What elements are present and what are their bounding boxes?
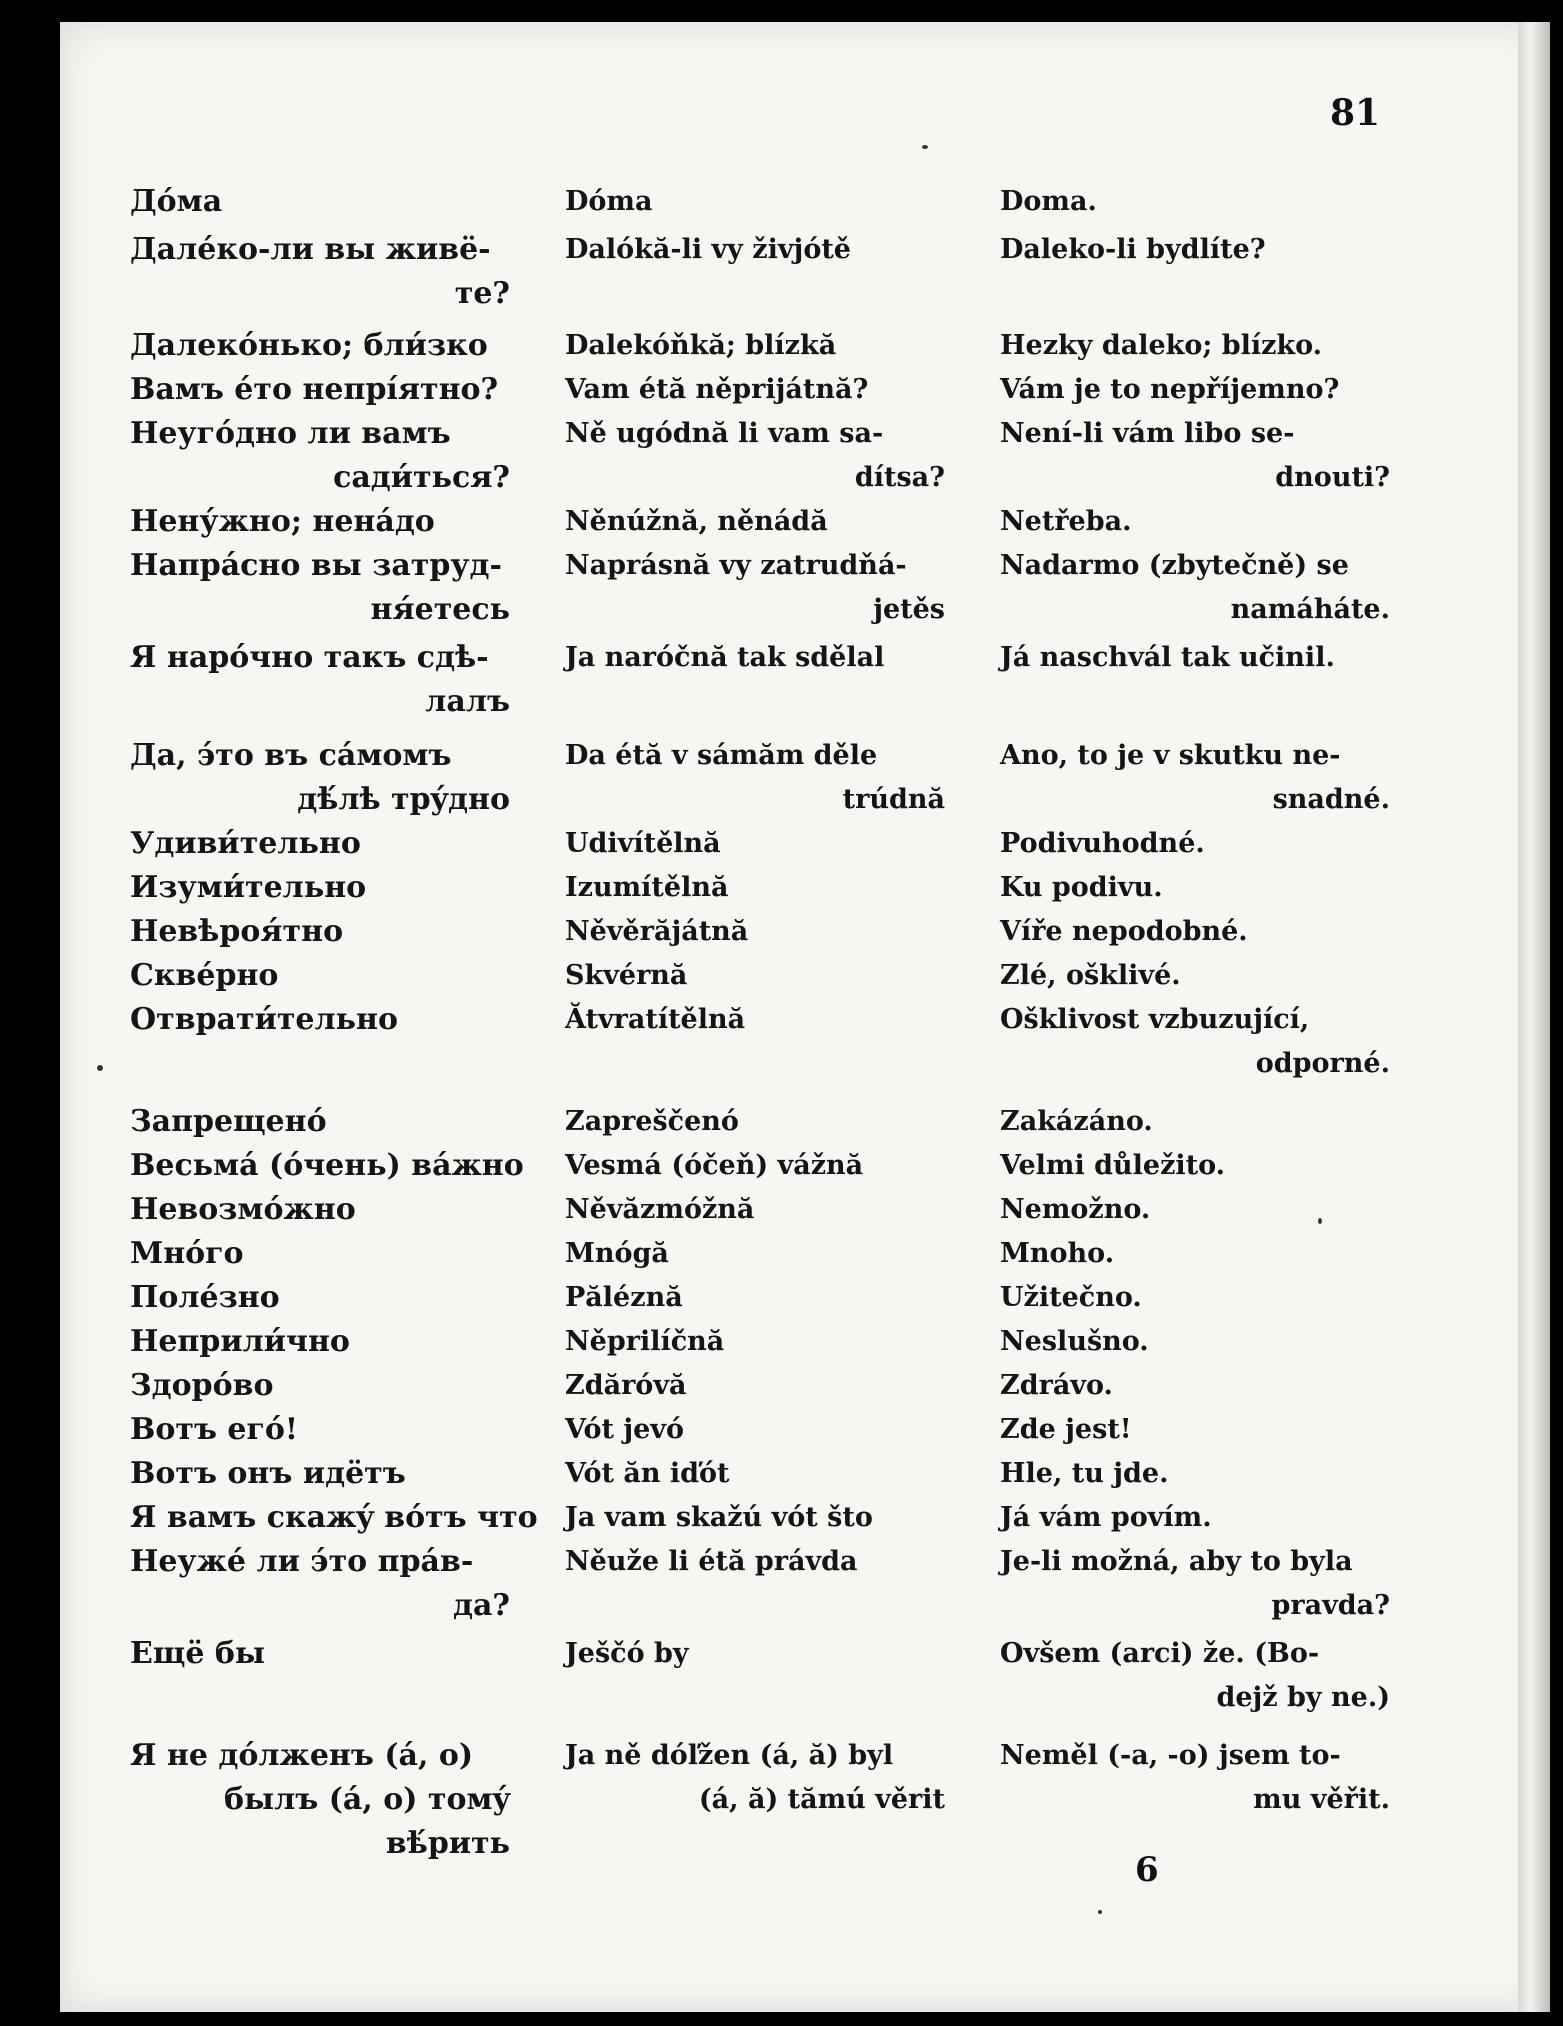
phrase-row bbox=[130, 866, 1390, 910]
russian-phrase bbox=[130, 228, 510, 316]
transliteration bbox=[565, 954, 945, 998]
text-line: ня́етесь bbox=[370, 592, 510, 627]
czech-translation bbox=[1000, 1364, 1390, 1408]
phrase-row bbox=[130, 324, 1390, 368]
czech-translation bbox=[1000, 1100, 1390, 1144]
text-line: Hezky daleko; blízko. bbox=[1000, 330, 1323, 361]
text-line: Мнóго bbox=[130, 1236, 244, 1271]
russian-phrase bbox=[130, 500, 510, 544]
czech-translation bbox=[1000, 1144, 1390, 1188]
text-line: Ja vam skažú vót što bbox=[565, 1502, 873, 1533]
print-speck bbox=[1098, 1910, 1102, 1914]
transliteration bbox=[565, 1734, 945, 1822]
phrase-row bbox=[130, 954, 1390, 998]
czech-translation bbox=[1000, 1452, 1390, 1496]
text-line: mu věřit. bbox=[1253, 1784, 1390, 1815]
text-line: Ещё бы bbox=[130, 1636, 265, 1671]
transliteration bbox=[565, 1364, 945, 1408]
russian-phrase bbox=[130, 1632, 510, 1676]
text-line: Весьмá (óчень) вáжно bbox=[130, 1148, 524, 1183]
text-line: Vót jevó bbox=[565, 1414, 684, 1445]
phrase-row bbox=[130, 1452, 1390, 1496]
transliteration bbox=[565, 324, 945, 368]
text-line: Vót ăn iďót bbox=[565, 1458, 730, 1489]
text-line: лалъ bbox=[425, 684, 510, 719]
czech-translation bbox=[1000, 1276, 1390, 1320]
transliteration bbox=[565, 636, 945, 680]
czech-translation bbox=[1000, 544, 1390, 632]
text-line: Velmi důležito. bbox=[1000, 1150, 1226, 1181]
text-line: былъ (á, о) томý bbox=[224, 1782, 510, 1817]
phrase-row bbox=[130, 228, 1390, 316]
text-line: Дóма bbox=[130, 184, 223, 219]
text-line: Я не дóлженъ (á, о) bbox=[130, 1738, 474, 1773]
text-line: Daleko-li bydlíte? bbox=[1000, 234, 1266, 265]
russian-phrase bbox=[130, 998, 510, 1042]
print-speck bbox=[1318, 1218, 1322, 1224]
text-line: Něvěrăjátnă bbox=[565, 916, 749, 947]
text-line: Я нарóчно такъ сдѣ- bbox=[130, 640, 489, 675]
text-line: Zdrávo. bbox=[1000, 1370, 1113, 1401]
transliteration bbox=[565, 1276, 945, 1320]
phrase-row bbox=[130, 1734, 1390, 1866]
text-line: Ješčó by bbox=[565, 1638, 689, 1669]
phrase-row bbox=[130, 1364, 1390, 1408]
transliteration bbox=[565, 1452, 945, 1496]
russian-phrase bbox=[130, 1276, 510, 1320]
phrase-table bbox=[130, 180, 1390, 1866]
text-line: Ovšem (arci) že. (Bo- bbox=[1000, 1638, 1320, 1669]
transliteration bbox=[565, 1232, 945, 1276]
russian-phrase bbox=[130, 1408, 510, 1452]
text-line: Да, э́то въ сáмомъ bbox=[130, 738, 452, 773]
text-line: Ătvratítělnă bbox=[565, 1004, 746, 1035]
russian-phrase bbox=[130, 910, 510, 954]
text-line: jetěs bbox=[873, 594, 945, 625]
transliteration bbox=[565, 368, 945, 412]
text-line: Неприли́чно bbox=[130, 1324, 350, 1359]
transliteration bbox=[565, 1188, 945, 1232]
czech-translation bbox=[1000, 1496, 1390, 1540]
russian-phrase bbox=[130, 1320, 510, 1364]
text-line: Vam étă něprijátnă? bbox=[565, 374, 869, 405]
text-line: сади́ться? bbox=[333, 460, 510, 495]
russian-phrase bbox=[130, 1144, 524, 1188]
text-line: Neslušno. bbox=[1000, 1326, 1149, 1357]
text-line: Отврати́тельно bbox=[130, 1002, 398, 1037]
text-line: Nemožno. bbox=[1000, 1194, 1151, 1225]
text-line: Неугóдно ли вамъ bbox=[130, 416, 451, 451]
czech-translation bbox=[1000, 1232, 1390, 1276]
text-line: да? bbox=[452, 1588, 510, 1623]
transliteration bbox=[565, 544, 945, 632]
text-line: Я вамъ скажý вóтъ что bbox=[130, 1500, 538, 1535]
page-edge bbox=[1518, 22, 1550, 2012]
text-line: Vám je to nepříjemno? bbox=[1000, 374, 1340, 405]
phrase-row bbox=[130, 1276, 1390, 1320]
phrase-row bbox=[130, 412, 1390, 500]
text-line: Užitečno. bbox=[1000, 1282, 1142, 1313]
text-line: Něnúžnă, něnádă bbox=[565, 506, 828, 537]
text-line: Невѣроя́тно bbox=[130, 914, 344, 949]
russian-phrase bbox=[130, 1540, 510, 1628]
text-line: odporné. bbox=[1255, 1048, 1390, 1079]
text-line: Naprásnă vy zatrudňá- bbox=[565, 550, 907, 581]
text-line: Zakázáno. bbox=[1000, 1106, 1153, 1137]
transliteration bbox=[565, 1496, 945, 1540]
text-line: Păléznă bbox=[565, 1282, 683, 1313]
text-line: Здорóво bbox=[130, 1368, 274, 1403]
transliteration bbox=[565, 1540, 945, 1584]
phrase-row bbox=[130, 910, 1390, 954]
text-line: (á, ă) tămú věrit bbox=[698, 1784, 945, 1815]
czech-translation bbox=[1000, 1408, 1390, 1452]
czech-translation bbox=[1000, 866, 1390, 910]
text-line: Skvérnă bbox=[565, 960, 688, 991]
transliteration bbox=[565, 1144, 945, 1188]
text-line: namáháte. bbox=[1230, 594, 1390, 625]
russian-phrase bbox=[130, 866, 510, 910]
phrase-row bbox=[130, 822, 1390, 866]
czech-translation bbox=[1000, 412, 1390, 500]
text-line: Netřeba. bbox=[1000, 506, 1132, 537]
transliteration bbox=[565, 500, 945, 544]
signature-number: 6 bbox=[1135, 1850, 1159, 1890]
text-line: Запрещенó bbox=[130, 1104, 327, 1139]
czech-translation bbox=[1000, 180, 1390, 224]
text-line: dítsa? bbox=[854, 462, 945, 493]
transliteration bbox=[565, 1408, 945, 1452]
text-line: Izumítělnă bbox=[565, 872, 729, 903]
czech-translation bbox=[1000, 324, 1390, 368]
text-line: Невозмóжно bbox=[130, 1192, 356, 1227]
text-line: Je-li možná, aby to byla bbox=[1000, 1546, 1353, 1577]
text-line: Далéко-ли вы живё- bbox=[130, 232, 491, 267]
text-line: Není-li vám libo se- bbox=[1000, 418, 1295, 449]
print-speck bbox=[922, 145, 928, 149]
czech-translation bbox=[1000, 500, 1390, 544]
text-line: Něprilíčnă bbox=[565, 1326, 725, 1357]
czech-translation bbox=[1000, 1320, 1390, 1364]
text-line: Podivuhodné. bbox=[1000, 828, 1205, 859]
text-line: Dóma bbox=[565, 186, 653, 217]
text-line: Zlé, ošklivé. bbox=[1000, 960, 1181, 991]
transliteration bbox=[565, 998, 945, 1042]
text-line: Изуми́тельно bbox=[130, 870, 367, 905]
text-line: Ně ugódnă li vam sa- bbox=[565, 418, 884, 449]
text-line: Вамъ éто непрі́ятно? bbox=[130, 372, 499, 407]
text-line: Ja ně dóľžen (á, ă) byl bbox=[565, 1740, 894, 1771]
phrase-row bbox=[130, 368, 1390, 412]
transliteration bbox=[565, 180, 945, 224]
text-line: Zde jest! bbox=[1000, 1414, 1132, 1445]
text-line: Da étă v sámăm děle bbox=[565, 740, 878, 771]
text-line: Mnoho. bbox=[1000, 1238, 1115, 1269]
text-line: snadné. bbox=[1272, 784, 1390, 815]
text-line: Nadarmo (zbytečně) se bbox=[1000, 550, 1349, 581]
text-line: Zapreščenó bbox=[565, 1106, 739, 1137]
text-line: Něuže li étă právda bbox=[565, 1546, 858, 1577]
transliteration bbox=[565, 1100, 945, 1144]
text-line: Напрáсно вы затруд- bbox=[130, 548, 502, 583]
russian-phrase bbox=[130, 1232, 510, 1276]
russian-phrase bbox=[130, 636, 510, 724]
text-line: те? bbox=[454, 276, 510, 311]
phrase-row bbox=[130, 544, 1390, 632]
russian-phrase bbox=[130, 180, 510, 224]
text-line: Нену́жно; ненáдо bbox=[130, 504, 435, 539]
russian-phrase bbox=[130, 368, 510, 412]
text-line: dejž by ne.) bbox=[1216, 1682, 1390, 1713]
text-line: Něvăzmóžnă bbox=[565, 1194, 755, 1225]
text-line: Полéзно bbox=[130, 1280, 280, 1315]
russian-phrase bbox=[130, 1734, 510, 1866]
czech-translation bbox=[1000, 1632, 1390, 1720]
transliteration bbox=[565, 228, 945, 272]
russian-phrase bbox=[130, 324, 510, 368]
russian-phrase bbox=[130, 1100, 510, 1144]
phrase-row bbox=[130, 1320, 1390, 1364]
text-line: trúdnă bbox=[842, 784, 945, 815]
text-line: Вотъ егó! bbox=[130, 1412, 299, 1447]
text-line: Udivítělnă bbox=[565, 828, 721, 859]
page-number: 81 bbox=[1330, 92, 1381, 134]
russian-phrase bbox=[130, 412, 510, 500]
text-line: pravda? bbox=[1271, 1590, 1390, 1621]
czech-translation bbox=[1000, 954, 1390, 998]
transliteration bbox=[565, 734, 945, 822]
russian-phrase bbox=[130, 734, 510, 822]
transliteration bbox=[565, 910, 945, 954]
czech-translation bbox=[1000, 910, 1390, 954]
czech-translation bbox=[1000, 1734, 1390, 1822]
text-line: Já vám povím. bbox=[1000, 1502, 1212, 1533]
phrase-row bbox=[130, 636, 1390, 724]
phrase-row bbox=[130, 1408, 1390, 1452]
phrase-row bbox=[130, 1496, 1390, 1540]
czech-translation bbox=[1000, 998, 1390, 1086]
phrase-row bbox=[130, 1188, 1390, 1232]
russian-phrase bbox=[130, 1496, 538, 1540]
phrase-row bbox=[130, 1100, 1390, 1144]
russian-phrase bbox=[130, 822, 510, 866]
text-line: Неужé ли э́то прáв- bbox=[130, 1544, 474, 1579]
phrase-row bbox=[130, 500, 1390, 544]
text-line: Далекóнько; бли́зко bbox=[130, 328, 488, 363]
text-line: Dalókă-li vy živjótě bbox=[565, 234, 851, 265]
text-line: Mnógă bbox=[565, 1238, 669, 1269]
transliteration bbox=[565, 1320, 945, 1364]
text-line: дѣ́лѣ трýдно bbox=[297, 782, 510, 817]
russian-phrase bbox=[130, 954, 510, 998]
text-line: Вотъ онъ идётъ bbox=[130, 1456, 406, 1491]
transliteration bbox=[565, 1632, 945, 1676]
phrase-row bbox=[130, 1632, 1390, 1720]
text-line: Ku podivu. bbox=[1000, 872, 1163, 903]
czech-translation bbox=[1000, 734, 1390, 822]
text-line: Neměl (-a, -o) jsem to- bbox=[1000, 1740, 1341, 1771]
phrase-row bbox=[130, 1540, 1390, 1628]
text-line: Ano, to je v skutku ne- bbox=[1000, 740, 1341, 771]
phrase-row bbox=[130, 180, 1390, 224]
text-line: Hle, tu jde. bbox=[1000, 1458, 1169, 1489]
text-line: Vesmá (óčeň) vážnă bbox=[565, 1150, 864, 1181]
transliteration bbox=[565, 822, 945, 866]
text-line: Сквéрно bbox=[130, 958, 279, 993]
transliteration bbox=[565, 866, 945, 910]
print-speck bbox=[97, 1065, 103, 1071]
text-line: Zdăróvă bbox=[565, 1370, 687, 1401]
phrase-row bbox=[130, 1144, 1390, 1188]
czech-translation bbox=[1000, 228, 1390, 272]
text-line: dnouti? bbox=[1275, 462, 1390, 493]
russian-phrase bbox=[130, 1188, 510, 1232]
czech-translation bbox=[1000, 1540, 1390, 1628]
phrase-row bbox=[130, 734, 1390, 822]
text-line: Doma. bbox=[1000, 186, 1097, 217]
czech-translation bbox=[1000, 1188, 1390, 1232]
russian-phrase bbox=[130, 544, 510, 632]
transliteration bbox=[565, 412, 945, 500]
text-line: Dalekóňkă; blízkă bbox=[565, 330, 837, 361]
text-line: Удиви́тельно bbox=[130, 826, 361, 861]
czech-translation bbox=[1000, 822, 1390, 866]
phrase-row bbox=[130, 998, 1390, 1086]
phrase-row bbox=[130, 1232, 1390, 1276]
czech-translation bbox=[1000, 368, 1390, 412]
text-line: Ošklivost vzbuzující, bbox=[1000, 1004, 1310, 1035]
text-line: Já naschvál tak učinil. bbox=[1000, 642, 1335, 673]
russian-phrase bbox=[130, 1452, 510, 1496]
russian-phrase bbox=[130, 1364, 510, 1408]
text-line: Víře nepodobné. bbox=[1000, 916, 1248, 947]
czech-translation bbox=[1000, 636, 1390, 680]
text-line: Ja naróčnă tak sdělal bbox=[565, 642, 885, 673]
text-line: вѣ́рить bbox=[385, 1826, 510, 1861]
